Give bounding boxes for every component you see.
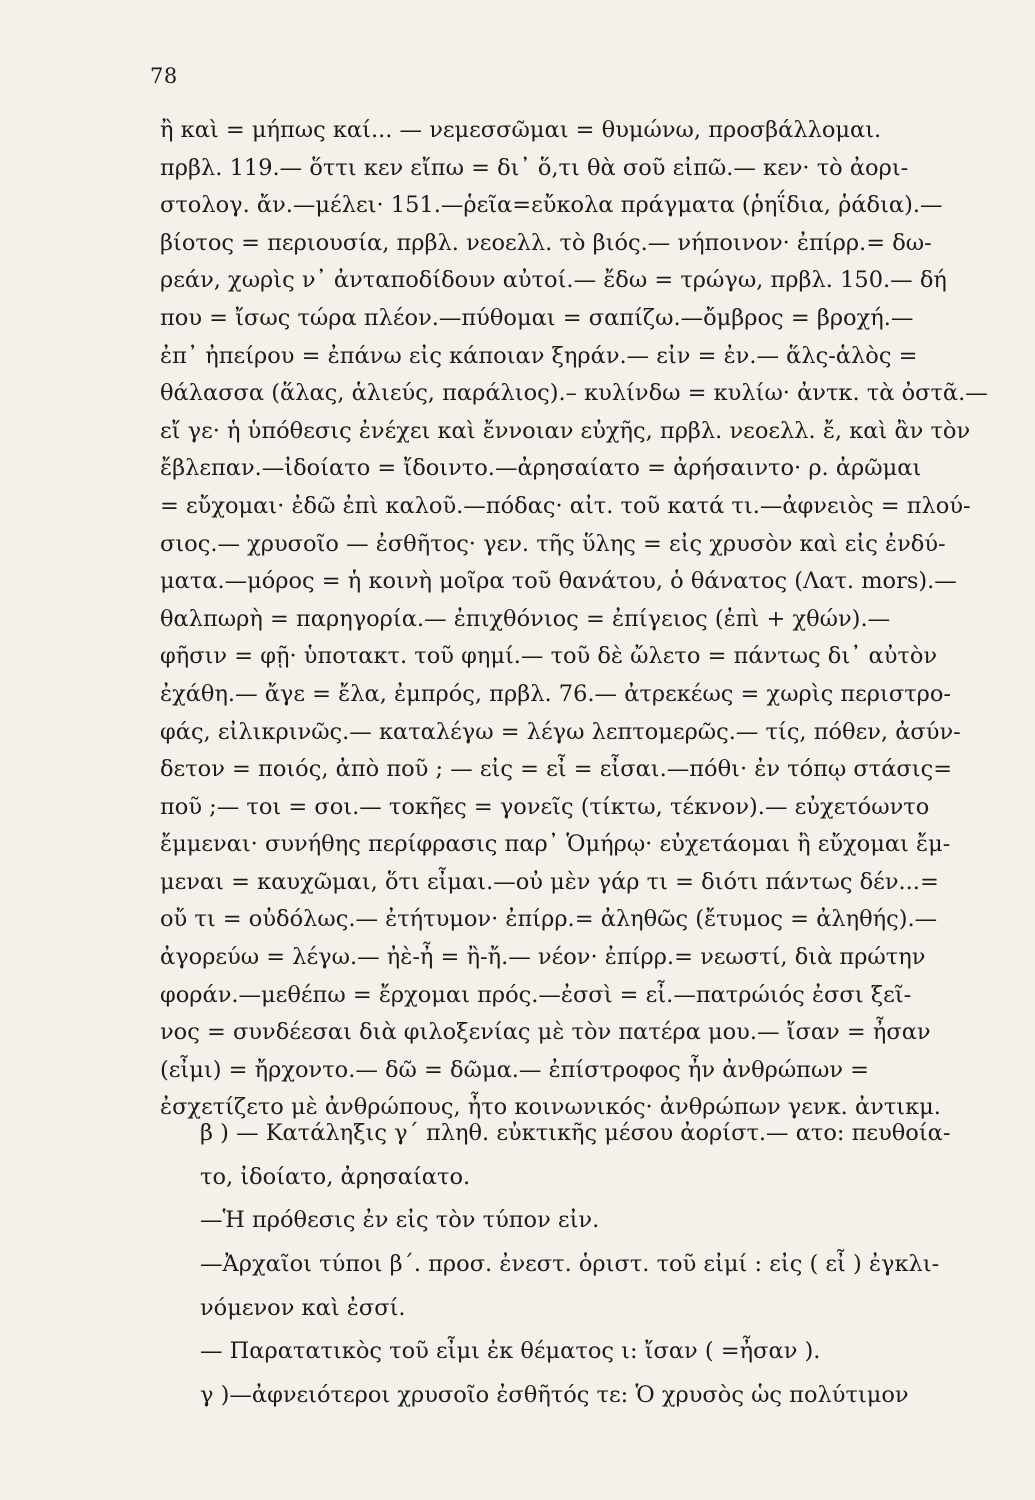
note-line: νόμενον καὶ ἐσσί. (200, 1294, 406, 1321)
note-line: — Παρατατικὸς τοῦ εἶμι ἐκ θέματος ι: ἴσαν ( =ἦσαν ). (200, 1338, 821, 1365)
note-line: —Ἡ πρόθεσις ἐν εἰς τὸν τύπον εἰν. (200, 1207, 600, 1234)
glossary-line: = εὔχομαι· ἐδῶ ἐπὶ καλοῦ.—πόδας· αἰτ. τοῦ κατά τι.—ἀφνειὸς = πλού- (160, 492, 971, 519)
glossary-line: ἔμμεναι· συνήθης περίφρασις παρ᾽ Ὁμήρῳ· εὐχετάομαι ἢ εὔχομαι ἔμ- (160, 831, 951, 858)
glossary-line: φοράν.—μεθέπω = ἔρχομαι πρός.—ἐσσὶ = εἶ.—πατρώιός ἐσσι ξεῖ- (160, 981, 912, 1008)
glossary-line: ἐπ᾽ ἠπείρου = ἐπάνω εἰς κάποιαν ξηράν.— εἰν = ἐν.— ἅλς-ἁλὸς = (160, 342, 918, 369)
glossary-line: ἔβλεπαν.—ἰδοίατο = ἴδοιντο.—ἀρησαίατο = ἀρήσαιντο· ρ. ἀρῶμαι (160, 455, 922, 482)
note-line: β ) — Κατάληξις γ΄ πληθ. εὐκτικῆς μέσου ἀορίστ.— ατο: πευθοία- (200, 1120, 951, 1146)
glossary-line: (εἶμι) = ἤρχοντο.— δῶ = δῶμα.— ἐπίστροφος ἦν ἀνθρώπων = (160, 1056, 870, 1083)
glossary-line: βίοτος = περιουσία, πρβλ. νεοελλ. τὸ βιός.— νήποινον· ἐπίρρ.= δω- (160, 229, 932, 256)
glossary-line: εἴ γε· ἡ ὑπόθεσις ἐνέχει καὶ ἔννοιαν εὐχῆς, πρβλ. νεοελλ. ἔ, καὶ ἂν τὸν (160, 417, 971, 444)
glossary-line: ποῦ ;— τοι = σοι.— τοκῆες = γονεῖς (τίκτω, τέκνον).— εὐχετόωντο (160, 793, 930, 820)
notes-block (200, 1112, 1030, 1418)
glossary-line: θάλασσα (ἅλας, ἁλιεύς, παράλιος).– κυλίνδω = κυλίω· ἀντκ. τὰ ὀστᾶ.— (160, 380, 988, 407)
glossary-line: ρεάν, χωρὶς ν᾽ ἀνταποδίδουν αὐτοί.— ἔδω = τρώγω, πρβλ. 150.— δή (160, 267, 947, 294)
glossary-line: ματα.—μόρος = ἡ κοινὴ μοῖρα τοῦ θανάτου, ὁ θάνατος (Λατ. mors).— (160, 568, 957, 595)
glossary-line: νος = συνδέεσαι διὰ φιλοξενίας μὲ τὸν πατέρα μου.— ἴσαν = ἦσαν (160, 1019, 931, 1046)
glossary-line: πρβλ. 119.— ὅττι κεν εἴπω = δι᾽ ὅ,τι θὰ σοῦ εἰπῶ.— κεν· τὸ ἀορι- (160, 154, 909, 181)
glossary-line: δετον = ποιός, ἀπὸ ποῦ ; — εἰς = εἶ = εἶσαι.—πόθι· ἐν τόπῳ στάσις= (160, 756, 953, 783)
glossary-line: οὔ τι = οὐδόλως.— ἐτήτυμον· ἐπίρρ.= ἀληθῶς (ἔτυμος = ἀληθής).— (160, 906, 938, 933)
glossary-line: φάς, εἰλικρινῶς.— καταλέγω = λέγω λεπτομερῶς.— τίς, πόθεν, ἀσύν- (160, 718, 961, 745)
glossary-line: ἐχάθη.— ἄγε = ἔλα, ἐμπρός, πρβλ. 76.— ἀτρεκέως = χωρὶς περιστρο- (160, 680, 952, 707)
note-line: —Ἀρχαῖοι τύποι β΄. προσ. ἐνεστ. ὁριστ. τοῦ εἰμί : εἰς ( εἶ ) ἐγκλι- (200, 1251, 940, 1278)
glossary-line: στολογ. ἄν.—μέλει· 151.—ῥεῖα=εὔκολα πράγματα (ῥηΐδια, ῥάδια).— (160, 192, 943, 219)
glossary-line: σιος.— χρυσοῖο — ἐσθῆτος· γεν. τῆς ὕλης = εἰς χρυσὸν καὶ εἰς ἐνδύ- (160, 530, 946, 557)
glossary-line: ἐσχετίζετο μὲ ἀνθρώπους, ἦτο κοινωνικός· ἀνθρώπων γενκ. ἀντικμ. (160, 1094, 941, 1121)
glossary-line: ἢ καὶ = μήπως καί... — νεμεσσῶμαι = θυμώνω, προσβάλλομαι. (160, 117, 882, 143)
glossary-line: φῆσιν = φῇ· ὑποτακτ. τοῦ φημί.— τοῦ δὲ ὤλετο = πάντως δι᾽ αὐτὸν (160, 643, 938, 670)
glossary-line: θαλπωρὴ = παρηγορία.— ἐπιχθόνιος = ἐπίγειος (ἐπὶ + χθών).— (160, 605, 891, 632)
page-number: 78 (150, 64, 178, 88)
glossary-line: που = ἴσως τώρα πλέον.—πύθομαι = σαπίζω.—ὄμβρος = βροχή.— (160, 304, 914, 331)
glossary-block (160, 112, 1020, 1127)
glossary-line: μεναι = καυχῶμαι, ὅτι εἶμαι.—οὐ μὲν γάρ τι = διότι πάντως δέν...= (160, 868, 939, 895)
glossary-line: ἀγορεύω = λέγω.— ἠὲ-ἦ = ἢ-ἤ.— νέον· ἐπίρρ.= νεωστί, διὰ πρώτην (160, 944, 926, 971)
note-line: γ )—ἀφνειότεροι χρυσοῖο ἐσθῆτός τε: Ὁ χρυσὸς ὡς πολύτιμον (200, 1382, 909, 1409)
note-line: το, ἰδοίατο, ἀρησαίατο. (200, 1163, 471, 1190)
